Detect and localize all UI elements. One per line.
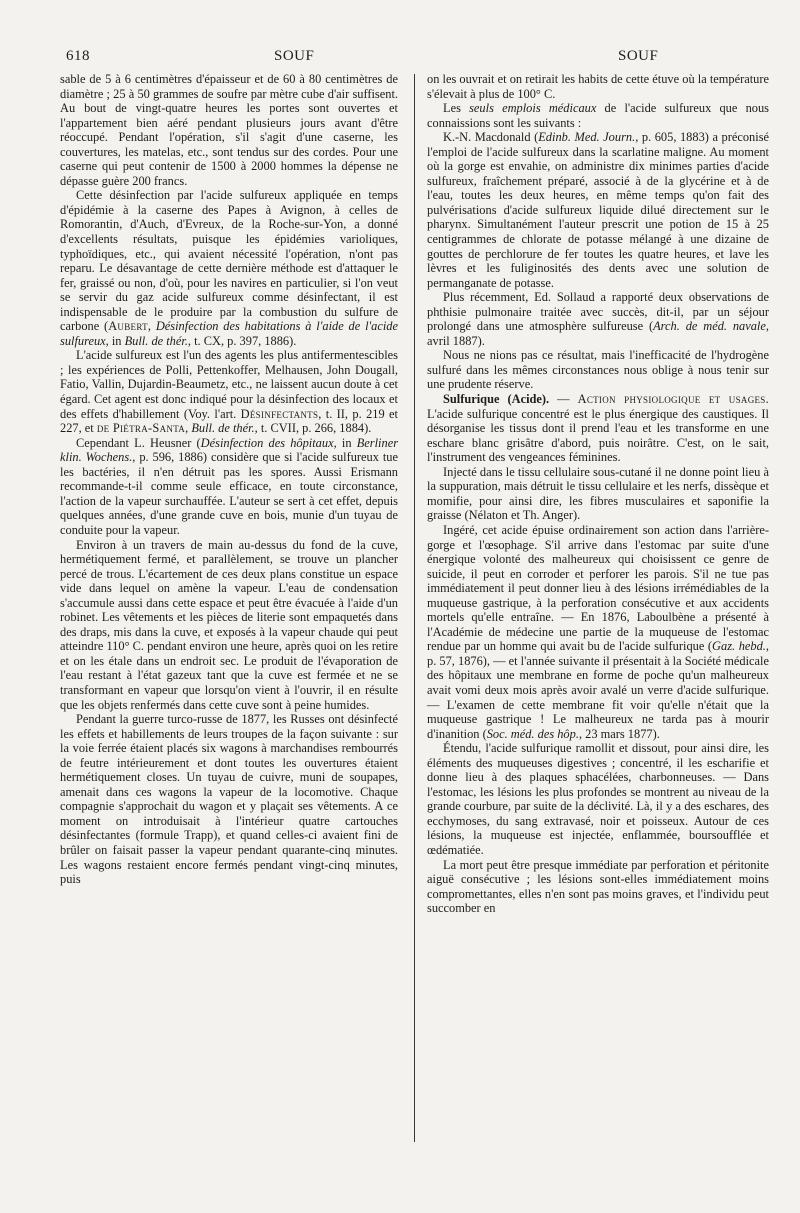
- entry-heading: Sulfurique (Acide).: [443, 392, 550, 407]
- paragraph: K.-N. Macdonald (Edinb. Med. Journ., p. 605, 1883) a préconisé l'emploi de l'acide sulfureux dans la scarlatine maligne. Au moment où la gorge est envahie, on administre dix minimes parties d'acide sulfureux, fraîchement préparé, associé à de la glycérine et à de l'eau, toutes les deux heures, en même temps qu'on fait des pulvérisations d'acide sulfureux liquide dilué directement sur le pharynx. Simultanément l'auteur prescrit une potion de 15 à 25 centigrammes de chlorate de potasse mélangé à une dizaine de gouttes de perchlorure de fer toutes les quatre heures, et lave les lèvres et les fuliginosités des dents avec une solution de permanganate de potasse.: [427, 130, 770, 290]
- emphasis: seuls emplois médicaux: [469, 101, 597, 116]
- paragraph: Les seuls emplois médicaux de l'acide sulfureux que nous connaissions sont les suivants :: [427, 101, 770, 130]
- paragraph: Injecté dans le tissu cellulaire sous-cutané il ne donne point lieu à la suppuration, mais détruit le tissu cellulaire et les nerfs, dissèque et momifie, pour ainsi dire, les fibres musculaires et saponifie la graisse (Nélaton et Th. Anger).: [427, 464, 769, 523]
- paragraph: Cette désinfection par l'acide sulfureux appliquée en temps d'épidémie à la caserne des Papes à Avignon, à celles de Romorantin, d'Auch, d'Evreux, de la Roche-sur-Yon, a donné d'excellents résultats, puisque les épidémies varioliques, typhoïdiques, etc., qui avaient nécessité l'opération, n'ont pas reparu. Le désavantage de cette dernière méthode est d'attaquer le fer, graissé ou non, d'où, pour les navires en particulier, si l'on veut se servir du gaz acide sulfureux comme désinfectant, il est indispensable de le produire par la combustion du sulfure de carbone (Aubert, Désinfection des habitations à l'aide de l'acide sulfureux, in Bull. de thér., t. CX, p. 397, 1886).: [60, 188, 399, 348]
- cited-journal: Soc. méd. des hôp.: [486, 726, 579, 741]
- cited-title: Désinfection des hôpitaux: [200, 435, 334, 450]
- cited-journal: Berliner klin. Wochens.: [60, 435, 399, 465]
- page-number: 618: [66, 48, 90, 64]
- left-running-head: SOUF: [274, 48, 315, 64]
- paragraph: L'acide sulfureux est l'un des agents les plus antifermentescibles ; les expériences de Polli, Pettenkoffer, Melhausen, John Dougall, Fatio, Vallin, Dujardin-Beaumetz, etc., ne laissent aucun doute à cet égard. Cet agent est donc indiqué pour la désinfection des locaux et des effets d'habillement (Voy. l'art. Désinfectants, t. II, p. 219 et 227, et de Piétra-Santa, Bull. de thér., t. CVII, p. 266, 1884).: [60, 348, 398, 436]
- entry-heading-paragraph: Sulfurique (Acide). — Action physiologique et usages. L'acide sulfurique concentré est le plus énergique des caustiques. Il désorganise les tissus dont il prend l'eau et les transforme en une eschare blanc grisâtre d'abord, puis noirâtre. C'est, on le sait, l'instrument des vengeances féminines.: [427, 392, 769, 465]
- paragraph: Environ à un travers de main au-dessus du fond de la cuve, hermétiquement fermé, et parallèlement, se trouve un plancher percé de trous. L'écartement de ces deux plans constitue un espace vide dans lequel on amène la vapeur. L'eau de condensation s'accumule aussi dans cette espace et peut être évacuée à l'aide d'un robinet. Les vêtements et les pièces de literie sont empaquetés dans des draps, mis dans la cuve, et exposés à la vapeur chaude qui peut atteindre 110° C. pendant environ une heure, après quoi on les retire et on les étale dans un endroit sec. Le produit de l'évaporation de l'eau restant à l'état gazeux tant que la cuve est fermée et ne se transformant en vapeur que lorsqu'on vient à l'ouvrir, il en résulte que les objets renfermés dans cette cuve sont à peine humides.: [60, 537, 398, 712]
- author-name: Aubert: [108, 319, 148, 334]
- cited-title: Désinfection des habitations à l'aide de l'acide sulfureux: [60, 319, 399, 348]
- cited-journal: Bull. de thér.: [191, 421, 255, 436]
- paragraph: Nous ne nions pas ce résultat, mais l'inefficacité de l'hydrogène sulfuré dans les mêmes circonstances nous oblige à nous tenir sur une prudente réserve.: [427, 348, 769, 392]
- paragraph: Étendu, l'acide sulfurique ramollit et dissout, pour ainsi dire, les éléments des muqueuses digestives ; concentré, il les escharifie et donne lieu à des plaques sphacélées, charbonneuses. — Dans l'estomac, les lésions les plus profondes se montrent au niveau de la grande courbure, par suite de la déclivité. Là, il y a des eschares, des ecchymoses, du sang extravasé, noir et poisseux. Autour de ces lésions, la muqueuse est injectée, enflammée, boursoufflée et œdématiée.: [427, 741, 769, 857]
- paragraph: La mort peut être presque immédiate par perforation et péritonite aiguë consécutive ; les lésions sont-elles immédiatement moins compromettantes, elles n'en sont pas moins graves, et l'individu peut succomber en: [427, 857, 769, 916]
- paragraph: Pendant la guerre turco-russe de 1877, les Russes ont désinfecté les effets et habillements de leurs troupes de la façon suivante : sur la voie ferrée étaient placés six wagons à marchandises rembourrés de feutre intérieurement et dont toutes les ouvertures étaient hermétiquement closes. Un tuyau de cuivre, muni de soupapes, amenait dans ces wagons la vapeur de la locomotive. Chaque compagnie s'approchait du wagon et y plaçait ses vêtements. A ce moment on introduisait à l'intérieur quatre cartouches désinfectantes (formule Trapp), et quand celles-ci avaient fini de brûler on faisait passer la vapeur pendant quarante-cinq minutes. Les wagons restaient encore fermés pendant vingt-cinq minutes, puis: [60, 712, 398, 887]
- section-subheading: Action physiologique et usages.: [577, 392, 769, 407]
- cited-journal: Gaz. hebd.: [712, 639, 766, 654]
- left-column: [60, 72, 398, 887]
- cross-reference: Désinfectants: [240, 406, 319, 421]
- cited-journal: Arch. de méd. navale: [653, 319, 766, 334]
- cited-journal: Bull. de thér.: [124, 333, 188, 348]
- right-running-head: SOUF: [618, 48, 659, 64]
- cited-journal: Edinb. Med. Journ.: [538, 130, 636, 145]
- paragraph: Plus récemment, Ed. Sollaud a rapporté deux observations de phthisie pulmonaire traitée avec succès, dit-il, par un séjour prolongé dans une atmosphère sulfureuse (Arch. de méd. navale, avril 1887).: [427, 290, 769, 348]
- paragraph: sable de 5 à 6 centimètres d'épaisseur et de 60 à 80 centimètres de diamètre ; 25 à 50 grammes de soufre par mètre cube d'air suffisent. Au bout de vingt-quatre heures les portes sont ouvertes et l'appartement bien aéré pendant plusieurs jours avant d'être réoccupé. Pendant l'opération, s'il s'agit d'une caserne, les couvertures, les matelas, etc., sont tendus sur des cordes. Pour une caserne qui peut contenir de 1500 à 2000 hommes la dépense ne dépasse guère 200 francs.: [60, 72, 398, 188]
- cross-reference: de Piétra-Santa: [96, 421, 186, 436]
- running-header: [52, 48, 748, 70]
- column-divider: [414, 74, 415, 1142]
- paragraph: Cependant L. Heusner (Désinfection des hôpitaux, in Berliner klin. Wochens., p. 596, 1886) considère que si l'acide sulfureux tue les bactéries, il n'en détruit pas les spores. Aussi Erismann recommande-t-il comme seule efficace, en toute circonstance, l'action de la vapeur surchauffée. L'auteur se sert à cet effet, depuis quelques années, d'une grande cuve en bois, munie d'un tuyau de conduite pour la vapeur.: [60, 435, 399, 537]
- right-column: [427, 72, 769, 916]
- paragraph: Ingéré, cet acide épuise ordinairement son action dans l'arrière-gorge et l'œsophage. S'il arrive dans l'estomac par suite d'une énergique volonté des malheureux qui choisissent ce genre de suicide, il peut en corroder et perforer les parois. S'il ne tue pas immédiatement il peut donner lieu à des lésions irrémédiables de la muqueuse gastrique, à la perforation consécutive et aux accidents mortels qu'elle entraîne. — En 1876, Laboulbène a présenté à l'Académie de médecine une partie de la muqueuse de l'estomac rendue par un homme qui avait bu de l'acide sulfurique (Gaz. hebd., p. 57, 1876), — et l'année suivante il présentait à la Société médicale des hôpitaux une membrane en forme de poche qu'un malheureux avait vomi deux mois après avoir avalé un verre d'acide sulfurique. — L'examen de cette membrane fit voir qu'elle n'était que la muqueuse gastrique ! Le malheureux ne tarda pas à mourir d'inanition (Soc. méd. des hôp., 23 mars 1877).: [427, 522, 769, 741]
- paragraph: on les ouvrait et on retirait les habits de cette étuve où la température s'élevait à plus de 100° C.: [427, 72, 769, 101]
